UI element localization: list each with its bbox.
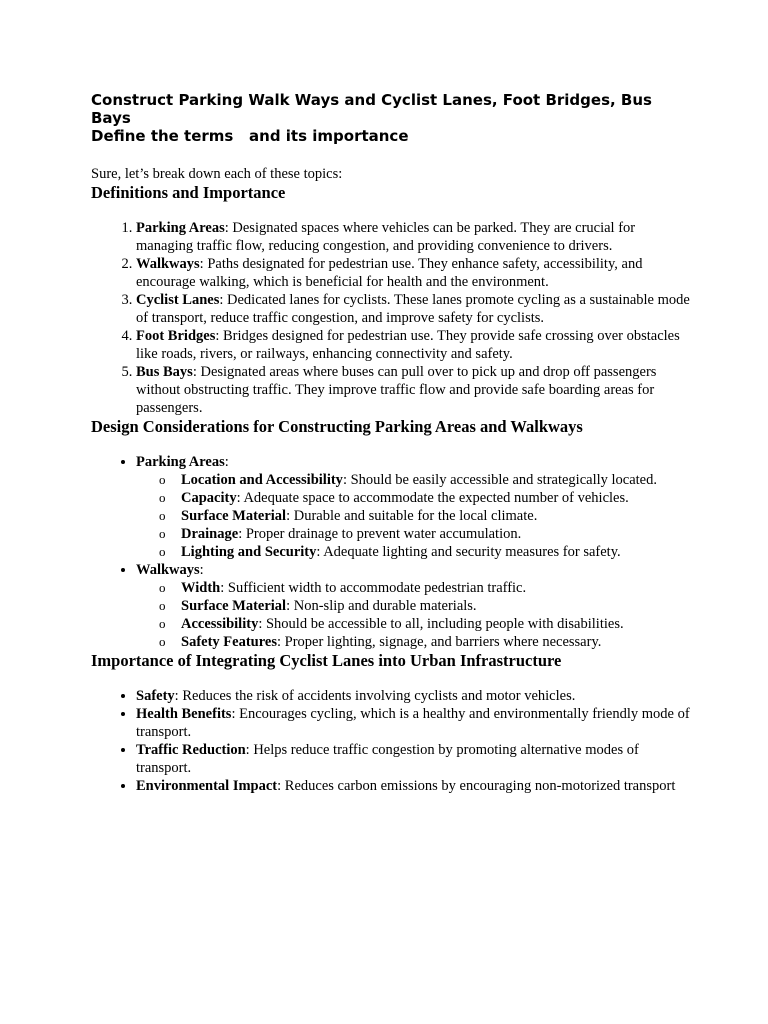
- item-text: : Adequate space to accommodate the expected number of vehicles.: [236, 490, 629, 506]
- group-term: Parking Areas: [136, 454, 225, 470]
- term: Walkways: [136, 256, 200, 272]
- document-page: [91, 91, 691, 795]
- item-text: : Should be easily accessible and strategically located.: [342, 472, 657, 488]
- section-heading-cyclist: Importance of Integrating Cyclist Lanes into Urban Infrastructure: [91, 651, 562, 670]
- list-item: [136, 705, 691, 741]
- definition-text: : Dedicated lanes for cyclists. These lanes promote cycling as a sustainable mode of transport, reduce traffic congestion, and improve safety for cyclists.: [136, 292, 690, 326]
- term: Cyclist Lanes: [136, 292, 220, 308]
- term: Foot Bridges: [136, 328, 216, 344]
- document-subtitle: Define the terms and its importance: [91, 127, 409, 145]
- sub-list-item: [181, 471, 691, 489]
- term: Lighting and Security: [181, 544, 317, 560]
- sub-list: [136, 579, 691, 651]
- item-text: : Proper lighting, signage, and barriers where necessary.: [276, 634, 602, 650]
- definitions-list: [91, 219, 691, 417]
- document-title: Construct Parking Walk Ways and Cyclist Lanes, Foot Bridges, Bus Bays: [91, 91, 652, 127]
- design-list: [91, 453, 691, 651]
- list-item: [136, 291, 691, 327]
- list-item: [136, 219, 691, 255]
- term: Width: [181, 580, 221, 596]
- definition-text: : Designated spaces where vehicles can be parked. They are crucial for managing traffic flow, reducing congestion, and providing convenience to drivers.: [136, 220, 636, 254]
- section-heading-design: Design Considerations for Constructing Parking Areas and Walkways: [91, 417, 583, 436]
- term: Surface Material: [181, 508, 287, 524]
- term: Capacity: [181, 490, 237, 506]
- sub-list-item: [181, 525, 691, 543]
- sub-list-item: [181, 507, 691, 525]
- item-text: : Encourages cycling, which is a healthy and environmentally friendly mode of transport.: [136, 706, 690, 740]
- sub-list-item: [181, 633, 691, 651]
- term: Parking Areas: [136, 220, 225, 236]
- term: Accessibility: [181, 616, 259, 632]
- item-text: : Adequate lighting and security measures for safety.: [316, 544, 621, 560]
- definition-text: : Bridges designed for pedestrian use. They provide safe crossing over obstacles like roads, rivers, or railways, enhancing connectivity and safety.: [136, 328, 680, 362]
- definition-text: : Paths designated for pedestrian use. They enhance safety, accessibility, and encourage walking, which is beneficial for health and the environment.: [136, 256, 643, 290]
- group-suffix: :: [224, 454, 229, 470]
- sub-list-item: [181, 489, 691, 507]
- list-item: [136, 363, 691, 417]
- item-text: : Sufficient width to accommodate pedestrian traffic.: [220, 580, 527, 596]
- list-item: [136, 327, 691, 363]
- term: Bus Bays: [136, 364, 193, 380]
- group-suffix: :: [199, 562, 204, 578]
- section-heading-definitions: Definitions and Importance: [91, 183, 286, 202]
- item-text: : Proper drainage to prevent water accumulation.: [238, 526, 522, 542]
- term: Location and Accessibility: [181, 472, 343, 488]
- term: Health Benefits: [136, 706, 232, 722]
- sub-list-item: [181, 615, 691, 633]
- sub-list: [136, 471, 691, 561]
- term: Safety: [136, 688, 175, 704]
- list-item: [136, 453, 691, 561]
- term: Traffic Reduction: [136, 742, 246, 758]
- sub-list-item: [181, 597, 691, 615]
- term: Drainage: [181, 526, 239, 542]
- definition-text: : Designated areas where buses can pull over to pick up and drop off passengers without obstructing traffic. They improve traffic flow and provide safe boarding areas for passengers.: [136, 364, 657, 416]
- cyclist-list: [91, 687, 691, 795]
- item-text: : Reduces carbon emissions by encouraging non-motorized transport: [277, 778, 676, 794]
- item-text: : Reduces the risk of accidents involving cyclists and motor vehicles.: [174, 688, 576, 704]
- sub-list-item: [181, 579, 691, 597]
- group-term: Walkways: [136, 562, 200, 578]
- item-text: : Durable and suitable for the local climate.: [286, 508, 538, 524]
- intro-paragraph: Sure, let’s break down each of these topics:: [91, 166, 343, 182]
- item-text: : Should be accessible to all, including people with disabilities.: [258, 616, 624, 632]
- list-item: [136, 255, 691, 291]
- list-item: [136, 561, 691, 651]
- term: Environmental Impact: [136, 778, 278, 794]
- term: Surface Material: [181, 598, 287, 614]
- list-item: [136, 777, 691, 795]
- list-item: [136, 687, 691, 705]
- term: Safety Features: [181, 634, 277, 650]
- list-item: [136, 741, 691, 777]
- item-text: : Helps reduce traffic congestion by promoting alternative modes of transport.: [136, 742, 639, 776]
- item-text: : Non-slip and durable materials.: [286, 598, 477, 614]
- sub-list-item: [181, 543, 691, 561]
